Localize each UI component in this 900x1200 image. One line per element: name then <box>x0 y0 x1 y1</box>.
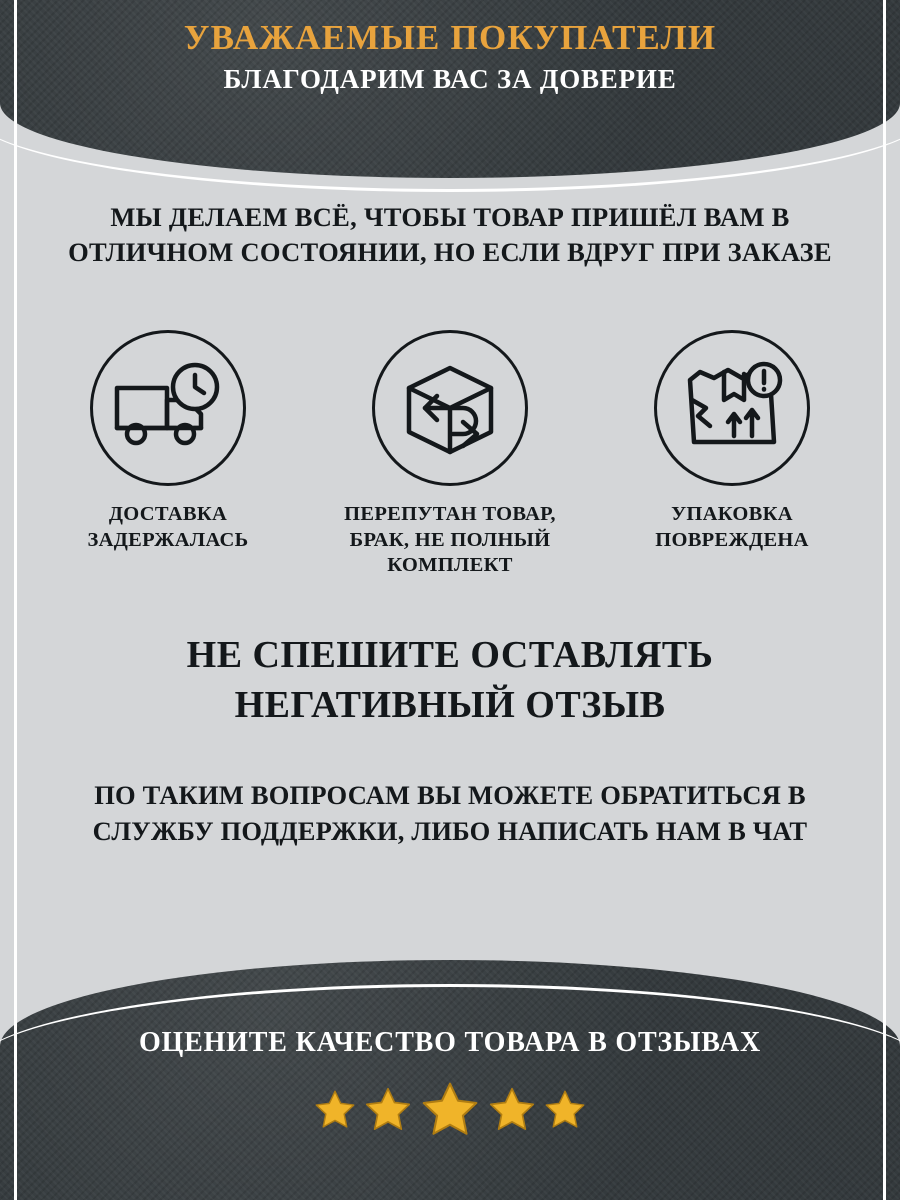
star-icon <box>419 1079 481 1141</box>
support-note-text: ПО ТАКИМ ВОПРОСАМ ВЫ МОЖЕТЕ ОБРАТИТЬСЯ В СЛУЖБУ ПОДДЕРЖКИ, ЛИБО НАПИСАТЬ НАМ В ЧАТ <box>92 780 808 846</box>
right-rail-divider <box>883 0 886 1200</box>
issue-item-package-damaged <box>604 330 860 553</box>
star-icon <box>487 1085 537 1135</box>
issue-caption: ПЕРЕПУТАН ТОВАР, БРАК, НЕ ПОЛНЫЙ КОМПЛЕКТ <box>344 503 556 577</box>
issue-item-wrong-or-damaged-goods <box>322 330 578 579</box>
box-return-arrow-icon <box>372 330 528 486</box>
header-subtitle: БЛАГОДАРИМ ВАС ЗА ДОВЕРИЕ <box>223 64 677 95</box>
footer <box>0 1025 900 1141</box>
star-icon <box>543 1088 587 1132</box>
header <box>0 18 900 96</box>
rating-stars <box>0 1079 900 1141</box>
star-icon <box>363 1085 413 1135</box>
footer-call-to-action: ОЦЕНИТЕ КАЧЕСТВО ТОВАРА В ОТЗЫВАХ <box>138 1027 762 1058</box>
star-icon <box>313 1088 357 1132</box>
issues-row <box>40 330 860 579</box>
issue-caption: УПАКОВКА ПОВРЕЖДЕНА <box>655 503 809 551</box>
headline-text: НЕ СПЕШИТЕ ОСТАВЛЯТЬ НЕГАТИВНЫЙ ОТЗЫВ <box>186 634 714 727</box>
delivery-truck-clock-icon <box>90 330 246 486</box>
issue-caption: ДОСТАВКА ЗАДЕРЖАЛАСЬ <box>87 503 249 551</box>
header-title: УВАЖАЕМЫЕ ПОКУПАТЕЛИ <box>183 18 717 57</box>
left-rail-divider <box>14 0 17 1200</box>
intro-text: МЫ ДЕЛАЕМ ВСЁ, ЧТОБЫ ТОВАР ПРИШЁЛ ВАМ В ОТЛИЧНОМ СОСТОЯНИИ, НО ЕСЛИ ВДРУГ ПРИ ЗАКАЗЕ <box>68 202 832 268</box>
issue-item-delivery-delayed <box>40 330 296 553</box>
damaged-package-icon <box>654 330 810 486</box>
